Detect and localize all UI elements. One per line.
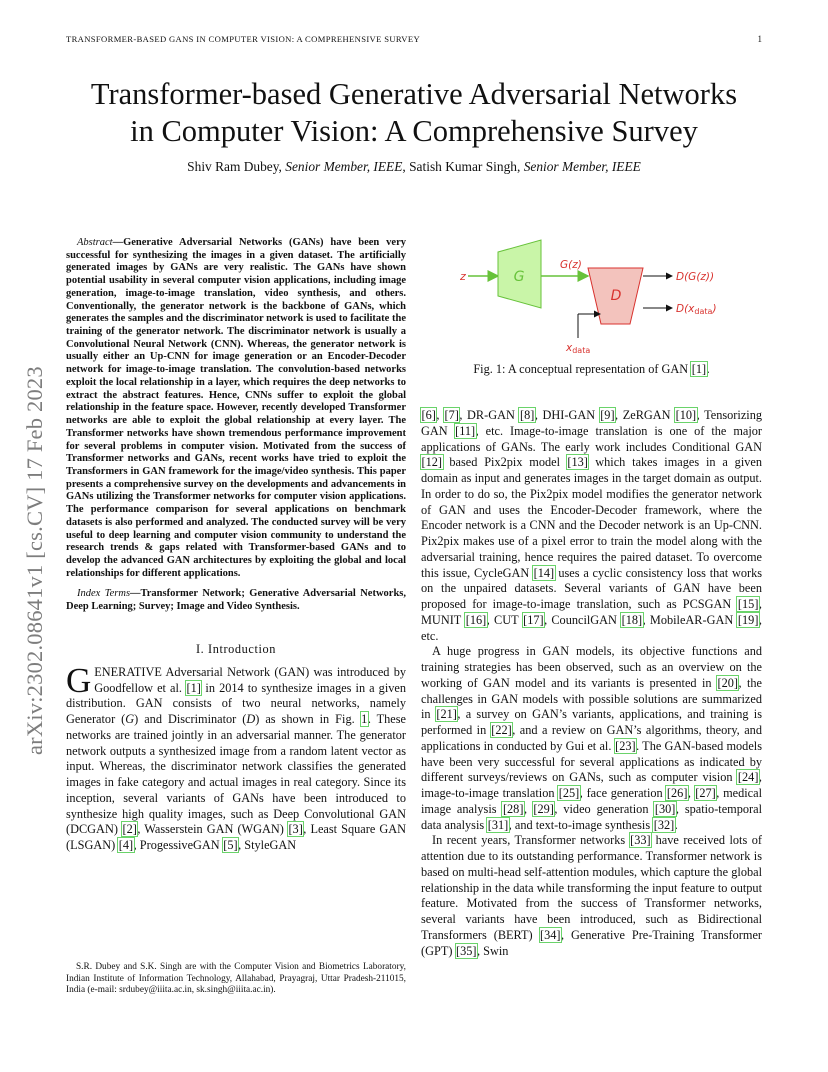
text-run: ) as shown in Fig.: [255, 712, 361, 727]
citation-link[interactable]: [21]: [436, 707, 457, 722]
text-run: , a survey on GAN’s variants, applications, and training is performed in: [421, 707, 762, 737]
gz-label: G(z): [560, 259, 582, 271]
citation-link[interactable]: [2]: [122, 822, 137, 837]
text-run: , StyleGAN: [238, 838, 297, 853]
author-name: Satish Kumar Singh,: [409, 159, 521, 174]
citation-link[interactable]: [27]: [695, 786, 716, 800]
citation-link[interactable]: [32]: [653, 817, 675, 832]
citation-link[interactable]: [18]: [621, 612, 643, 627]
xdata-label: xdata: [566, 342, 591, 355]
citation-link[interactable]: [22]: [491, 723, 512, 737]
citation-link[interactable]: [9]: [600, 408, 615, 422]
citation-link[interactable]: [4]: [118, 838, 134, 853]
citation-link[interactable]: [34]: [540, 927, 561, 942]
citation-link[interactable]: [25]: [558, 786, 580, 800]
text-run: in 2014 to synthesize images in a given distribution. GAN consists of two neural networks, namely Generator (: [66, 680, 406, 727]
text-run: , ZeRGAN: [615, 408, 676, 422]
citation-link[interactable]: [11]: [455, 423, 476, 438]
text-run: , etc. Image-to-image translation is one of the major applications of GANs. The early work includes Conditional GAN: [421, 423, 762, 454]
text-run: , image-to-image translation: [421, 770, 762, 800]
citation-link[interactable]: [5]: [223, 838, 238, 853]
text-run: have received lots of attention due to its outstanding performance. Transformer network is based on multi-head self-attention modules, which capture the global relationship in the data while transforming the input feature to output feature. Motivated from the success of Transformer networks, several variants have been introduced, such as Bidirectional Transformers (BERT): [421, 833, 762, 942]
citation-link[interactable]: [6]: [421, 408, 436, 422]
figure-link[interactable]: 1: [361, 712, 368, 727]
dgz-label: D(G(z)): [676, 271, 715, 283]
citation-link[interactable]: [10]: [675, 408, 697, 422]
text-run: which takes images in a given domain as input and generates images in the target domain as output. In order to do so, the Pix2pix model modifies the generator network of GAN and uses the Encoder-Decoder framework, where the Encoder network is a CNN and the Decoder network is an Up-CNN. Pix2pix makes use of a pixel error to train the model along with the adversarial training, hence requires the paired dataset. To overcome this issue, CycleGAN: [421, 455, 762, 580]
symbol-d: D: [246, 712, 256, 727]
index-terms-label: Index Terms: [77, 588, 131, 600]
citation-link[interactable]: [30]: [654, 801, 676, 816]
text-run: , Generative Pre-Training Transformer (GPT): [421, 927, 762, 958]
text-run: , spatio-temporal data analysis: [421, 801, 762, 832]
paragraph-gan-progress: [421, 644, 762, 833]
text-run: ENERATIVE Adversarial Network (GAN) was introduced by Goodfellow et al.: [94, 664, 406, 695]
citation-link[interactable]: [33]: [630, 833, 651, 848]
right-column: [421, 408, 762, 959]
caption-text: Fig. 1: A conceptual representation of GAN: [473, 362, 692, 376]
citation-link[interactable]: [1]: [186, 680, 201, 695]
citation-link[interactable]: [1]: [691, 362, 707, 376]
text-run: , Tensorizing GAN: [421, 408, 762, 438]
citation-link[interactable]: [28]: [502, 801, 524, 816]
text-run: .: [674, 817, 678, 832]
paragraph-image-translation: [421, 408, 762, 644]
text-run: . These networks are trained jointly in an adversarial manner. The generator network outputs a synthesized image from a random latent vector as input. Whereas, the discriminator network classifies the generated images in fake category and actual images in real category. Since its inception, several variants of GANs have been introduced to synthesize high quality images, such as Deep Convolutional GAN (DCGAN): [66, 712, 407, 837]
citation-link[interactable]: [16]: [465, 612, 487, 627]
author-name: Shiv Ram Dubey,: [187, 159, 282, 174]
text-run: , etc.: [421, 612, 762, 643]
text-run: A huge progress in GAN models, its objective functions and training strategies has been observed, such as an overview on the working of GAN model and its variants is presented in: [421, 644, 762, 690]
citation-link[interactable]: [23]: [615, 738, 636, 753]
text-run: , MobileAR-GAN: [642, 612, 738, 627]
citation-link[interactable]: [35]: [456, 943, 477, 958]
citation-link[interactable]: [13]: [567, 455, 588, 470]
citation-link[interactable]: [12]: [421, 455, 442, 470]
text-run: , CUT: [486, 612, 523, 627]
gan-diagram: [440, 238, 760, 356]
abstract-text: Generative Adversarial Networks (GANs) have been very successful for synthesizing the images in a given dataset. The artificially generated images by GANs are very realistic. The GANs have shown potential usability in several computer vision applications, including image generation, image-to-image translation, video synthesis, and others. Conventionally, the generator network is the backbone of GANs, which generates the samples and the discriminator network is used to facilitate the training of the generator network. The discriminator network is usually a Convolutional Neural Network (CNN). Whereas, the generator network is usually either an Up-CNN for image generation or an Encoder-Decoder network for image-to-image translation. The convolution-based networks exploit the local relationship in a layer, which requires the deep networks to extract the abstract features. Hence, CNNs suffer to exploit the global relationship in the feature space. However, recently developed Transformer networks are able to exploit the global relationship at every layer. The Transformer networks have shown tremendous performance improvement for several problems in computer vision. Motivated from the success of Transformer networks and GANs, recent works have tried to exploit the Transformers in GAN framework for the image/video synthesis. This paper presents a comprehensive survey on the developments and advancements in GANs utilizing the Transformer networks for computer vision applications. The performance comparison for several applications on benchmark datasets is also performed and analyzed. The conducted survey will be very useful to deep learning and computer vision community to understand the research trends & gaps related with Transformer-based GANs and to develop the advanced GAN architectures by exploiting the global and local relationships for different applications.: [66, 237, 406, 579]
section-heading: I. Introduction: [195, 641, 277, 656]
abstract: Abstract—Generative Adversarial Networks (GANs) have been very successful for synthesizing the images in a given dataset. The artificially generated images by GANs are very realistic. The GANs have shown potential usability in several computer vision applications, including image generation, image-to-image translation, video synthesis, and others. Conventionally, the generator network is the backbone of GANs, which generates the samples and the discriminator network is used to facilitate the training of the generator network. The discriminator network is usually a Convolutional Neural Network (CNN). Whereas, the generator network is usually either an Up-CNN for image generation or an Encoder-Decoder network for image-to-image translation. The convolution-based networks exploit the local relationship in a layer, which requires the deep networks to extract the abstract features. Hence, CNNs suffer to exploit the global relationship in the feature space. However, recently developed Transformer networks are able to exploit the global relationship at every layer. The Transformer networks have shown tremendous performance improvement for several problems in computer vision. Motivated from the success of Transformer networks and GANs, recent works have tried to exploit the Transformers in GAN framework for the image/video synthesis. This paper presents a comprehensive survey on the developments and advancements in GANs utilizing the Transformer networks for computer vision applications. The performance comparison for several applications on benchmark datasets is also performed and analyzed. The conducted survey will be very useful to deep learning and computer vision community to understand the research trends & gaps related with Transformer-based GANs and to develop the advanced GAN architectures by exploiting the global and local relationships for different applications.: [66, 237, 406, 579]
text-run: , and a review on GAN’s algorithms, theory, and applications in conducted by Gui et al.: [421, 723, 762, 753]
citation-link[interactable]: [15]: [737, 597, 759, 611]
page-number: 1: [757, 34, 762, 44]
text-run: uses a cyclic consistency loss that works on the unpaired datasets. Several variants of GAN have been proposed for image-to-image translation, such as PCSGAN: [421, 565, 763, 611]
text-run: In recent years, Transformer networks: [432, 833, 630, 848]
paper-title: [40, 76, 788, 150]
citation-link[interactable]: [7]: [444, 408, 459, 422]
text-run: , the challenges in GAN models with possible solutions are summarized in: [421, 675, 763, 722]
citation-link[interactable]: [17]: [523, 612, 544, 627]
abstract-label: Abstract: [77, 237, 113, 248]
author-list: Shiv Ram Dubey, Senior Member, IEEE, Satish Kumar Singh, Senior Member, IEEE: [187, 159, 641, 174]
paragraph-transformers: [421, 833, 762, 959]
citation-link[interactable]: [31]: [487, 817, 509, 832]
symbol-g: G: [125, 712, 135, 727]
text-run: ) and Discriminator (: [134, 712, 247, 727]
discriminator-label: D: [610, 288, 622, 304]
citation-link[interactable]: [19]: [737, 612, 759, 627]
text-run: , video generation: [554, 801, 655, 816]
citation-link[interactable]: [26]: [666, 786, 688, 800]
text-run: . The GAN-based models have been very successful for several applications as indicated by different surveys/reviews on GANs, such as computer vision: [421, 738, 762, 785]
affiliation-footnote: S.R. Dubey and S.K. Singh are with the Computer Vision and Biometrics Laboratory, Indian Institute of Information Technology, Allahabad, Prayagraj, Uttar Pradesh-211015, India (e-mail: srdubey@iiita.ac.in, sk.singh@iiita.ac.in).: [66, 962, 406, 996]
running-header: TRANSFORMER-BASED GANS IN COMPUTER VISION: A COMPREHENSIVE SURVEY: [66, 34, 420, 44]
text-run: ,: [523, 801, 533, 816]
text-run: , MUNIT: [421, 597, 762, 627]
figure-caption: [421, 362, 762, 377]
left-column: [66, 237, 406, 854]
text-run: , face generation: [579, 786, 667, 800]
text-run: , Least Square GAN (LSGAN): [66, 822, 406, 853]
input-z-label: z: [460, 270, 466, 283]
citation-link[interactable]: [14]: [533, 565, 555, 580]
text-run: , and text-to-image synthesis: [508, 817, 654, 832]
generator-label: G: [513, 269, 525, 285]
drop-cap: G: [66, 660, 92, 700]
index-terms: Index Terms—Transformer Network; Generative Adversarial Networks, Deep Learning; Survey; Image and Video Synthesis.: [66, 588, 407, 613]
text-run: , Swin: [477, 943, 509, 958]
author-role: Senior Member, IEEE: [285, 159, 403, 174]
citation-link[interactable]: [29]: [533, 801, 554, 816]
dx-label: D(xdata): [676, 303, 717, 316]
text-run: , DR-GAN: [459, 408, 520, 422]
citation-link[interactable]: [3]: [288, 822, 303, 837]
caption-text: .: [706, 362, 710, 376]
text-run: , Wasserstein GAN (WGAN): [137, 822, 288, 837]
citation-link[interactable]: [24]: [737, 770, 759, 785]
citation-link[interactable]: [8]: [519, 408, 535, 422]
text-run: , CouncilGAN: [544, 612, 622, 627]
author-role: Senior Member, IEEE: [523, 159, 641, 174]
title-line-2: in Computer Vision: A Comprehensive Survey: [130, 114, 698, 148]
arxiv-stamp: arXiv:2302.08641v1 [cs.CV] 17 Feb 2023: [22, 366, 47, 755]
text-run: ,: [687, 786, 695, 800]
citation-link[interactable]: [20]: [717, 675, 738, 690]
text-run: , ProgessiveGAN: [133, 838, 223, 853]
text-run: ,: [436, 408, 445, 422]
text-run: , DHI-GAN: [534, 408, 600, 422]
index-terms-text: Transformer Network; Generative Adversarial Networks, Deep Learning; Survey; Image and Video Synthesis.: [66, 588, 407, 613]
text-run: based Pix2pix model: [442, 455, 567, 470]
text-run: , medical image analysis: [421, 786, 762, 816]
intro-paragraph: [66, 660, 407, 854]
title-line-1: Transformer-based Generative Adversarial Networks: [90, 77, 738, 111]
